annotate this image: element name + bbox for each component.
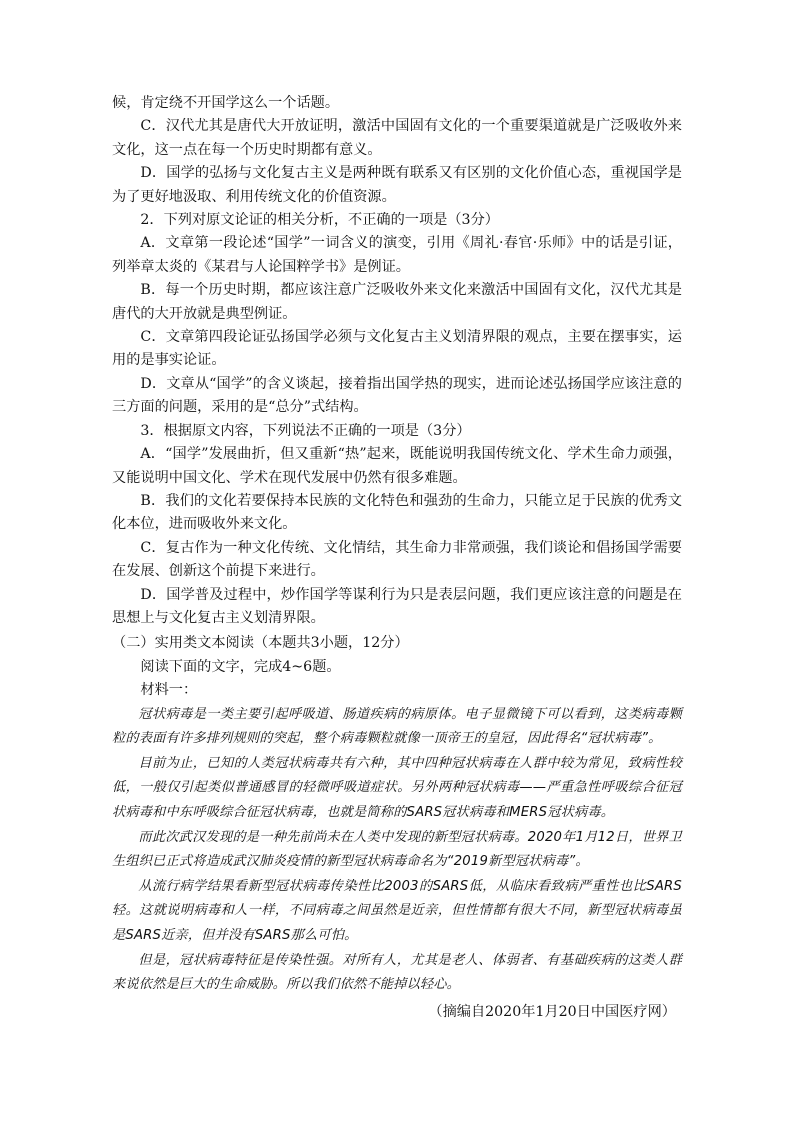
material-paragraph-4: 从流行病学结果看新型冠状病毒传染性比2003的SARS低，从临床看致病严重性也比SARS轻。这就说明病毒和人一样，不同病毒之间虽然是近亲，但性情都有很大不同，新型冠状病毒虽是SARS近亲，但并没有SARS那么可怕。 (112, 878, 682, 943)
material-paragraph-5: 但是，冠状病毒特征是传染性强。对所有人，尤其是老人、体弱者、有基础疾病的这类人群来说依然是巨大的生命威胁。所以我们依然不能掉以轻心。 (112, 952, 682, 993)
material-paragraph-1: 冠状病毒是一类主要引起呼吸道、肠道疾病的病原体。电子显微镜下可以看到，这类病毒颗粒的表面有许多排列规则的突起，整个病毒颗粒就像一顶帝王的皇冠，因此得名“冠状病毒”。 (112, 706, 682, 747)
material-one-label: 材料一： (140, 682, 198, 699)
q2-option-d: D．文章从“国学”的含义谈起，接着指出国学热的现实，进而论述弘扬国学应该注意的三方面的问题，采用的是“总分”式结构。 (112, 375, 682, 416)
document-body (112, 92, 682, 1024)
material-paragraph-2: 目前为止，已知的人类冠状病毒共有六种，其中四种冠状病毒在人群中较为常见，致病性较低，一般仅引起类似普通感冒的轻微呼吸道症状。另外两种冠状病毒——严重急性呼吸综合征冠状病毒和中东呼吸综合征冠状病毒，也就是简称的SARS冠状病毒和MERS冠状病毒。 (112, 755, 682, 820)
q2-option-a: A．文章第一段论述“国学”一词含义的演变，引用《周礼·春官·乐师》中的话是引证，列举章太炎的《某君与人论国粹学书》是例证。 (112, 235, 682, 275)
material-paragraph-3: 而此次武汉发现的是一种先前尚未在人类中发现的新型冠状病毒。2020年1月12日，世界卫生组织已正式将造成武汉肺炎疫情的新型冠状病毒命名为“2019新型冠状病毒”。 (112, 829, 682, 870)
q1-option-c: C．汉代尤其是唐代大开放证明，激活中国固有文化的一个重要渠道就是广泛吸收外来文化，这一点在每一个历史时期都有意义。 (112, 118, 682, 158)
q2-option-c: C．文章第四段论证弘扬国学必须与文化复古主义划清界限的观点，主要在摆事实，运用的是事实论证。 (112, 329, 682, 369)
section-two-title: （二）实用类文本阅读（本题共3小题，12分） (112, 635, 409, 652)
q3-option-a: A．“国学”发展曲折，但又重新“热”起来，既能说明我国传统文化、学术生命力顽强，又能说明中国文化、学术在现代发展中仍然有很多难题。 (112, 446, 682, 486)
q3-option-c: C．复古作为一种文化传统、文化情结，其生命力非常顽强，我们谈论和倡扬国学需要在发展、创新这个前提下来进行。 (112, 539, 682, 580)
q1-option-d: D．国学的弘扬与文化复古主义是两种既有联系又有区别的文化价值心态，重视国学是为了更好地汲取、利用传统文化的价值资源。 (112, 165, 682, 205)
paragraph-continuation: 候，肯定绕不开国学这么一个话题。 (112, 95, 340, 111)
q3-stem: 3．根据原文内容，下列说法不正确的一项是（3分） (140, 422, 471, 439)
q2-stem: 2．下列对原文论证的相关分析，不正确的一项是（3分） (140, 212, 499, 229)
q2-option-b: B．每一个历史时期，都应该注意广泛吸收外来文化来激活中国固有文化，汉代尤其是唐代的大开放就是典型例证。 (112, 282, 682, 322)
q3-option-b: B．我们的文化若要保持本民族的文化特色和强劲的生命力，只能立足于民族的优秀文化本位，进而吸收外来文化。 (112, 492, 682, 533)
source-citation: （摘编自2020年1月20日中国医疗网） (428, 1003, 676, 1020)
q3-option-d: D．国学普及过程中，炒作国学等谋利行为只是表层问题，我们更应该注意的问题是在思想上与文化复古主义划清界限。 (112, 586, 682, 626)
reading-instruction: 阅读下面的文字，完成4~6题。 (140, 658, 341, 675)
